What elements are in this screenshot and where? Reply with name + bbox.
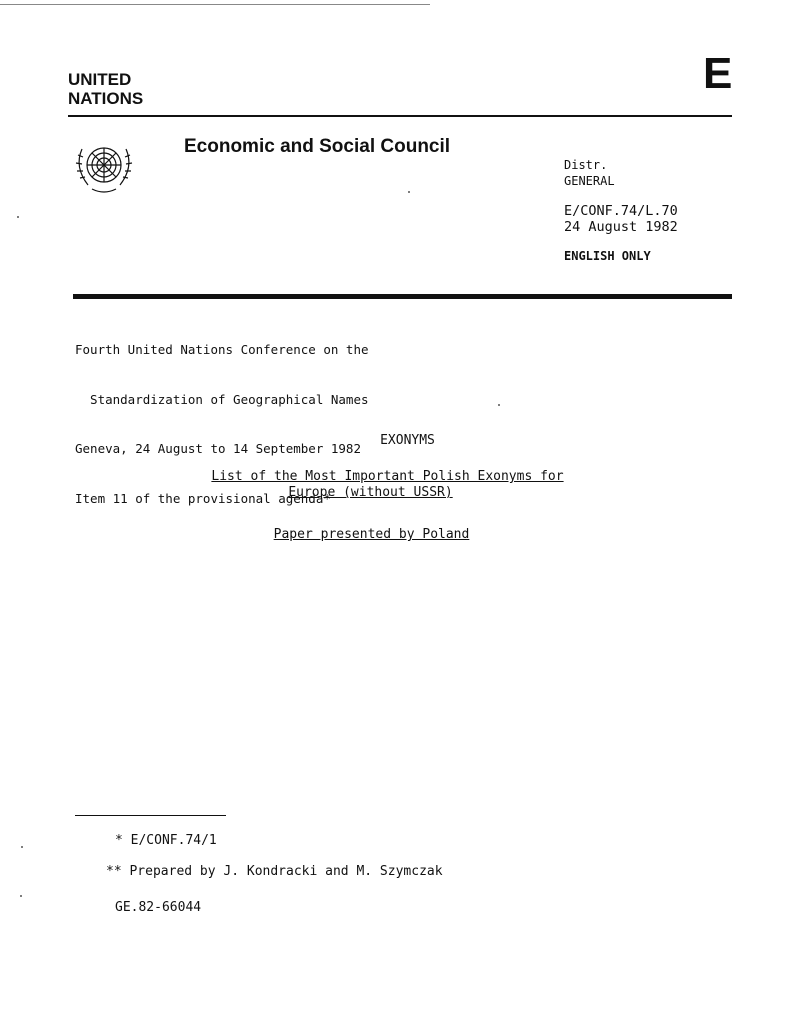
scan-speck (21, 846, 23, 848)
document-symbol: E/CONF.74/L.70 (564, 203, 678, 219)
scan-speck (498, 404, 500, 406)
conference-line4: Item 11 of the provisional agenda* (75, 490, 331, 506)
scan-speck (20, 895, 22, 897)
conference-line3: Geneva, 24 August to 14 September 1982 (75, 441, 361, 456)
distribution-level: GENERAL (564, 174, 615, 188)
conference-line1: Fourth United Nations Conference on the (75, 342, 369, 357)
presented-by: Paper presented by Poland (273, 527, 470, 542)
scan-edge-line (0, 4, 430, 5)
distribution-label: Distr. (564, 158, 608, 172)
footnote-2: ** Prepared by J. Kondracki and M. Szymczak (106, 864, 443, 879)
council-name: Economic and Social Council (184, 136, 451, 157)
job-number: GE.82-66044 (115, 900, 202, 915)
un-emblem-icon (70, 137, 138, 197)
document-date: 24 August 1982 (564, 219, 678, 235)
thick-divider (73, 294, 732, 299)
header-rule (68, 115, 732, 117)
organization-name (68, 70, 143, 108)
section-heading: EXONYMS (380, 433, 435, 448)
language-note: ENGLISH ONLY (564, 249, 651, 263)
conference-line2: Standardization of Geographical Names (75, 391, 369, 407)
organization-name-line2: NATIONS (68, 89, 144, 108)
scan-speck (17, 216, 19, 218)
title-line1: List of the Most Important Polish Exonyms for (211, 469, 564, 484)
footnote-rule (75, 815, 226, 816)
language-letter: E (703, 49, 733, 98)
title-line2: Europe (without USSR) (288, 485, 453, 500)
footnote-1: * E/CONF.74/1 (115, 833, 217, 848)
scan-speck (408, 191, 410, 193)
organization-name-line1: UNITED (68, 70, 132, 89)
